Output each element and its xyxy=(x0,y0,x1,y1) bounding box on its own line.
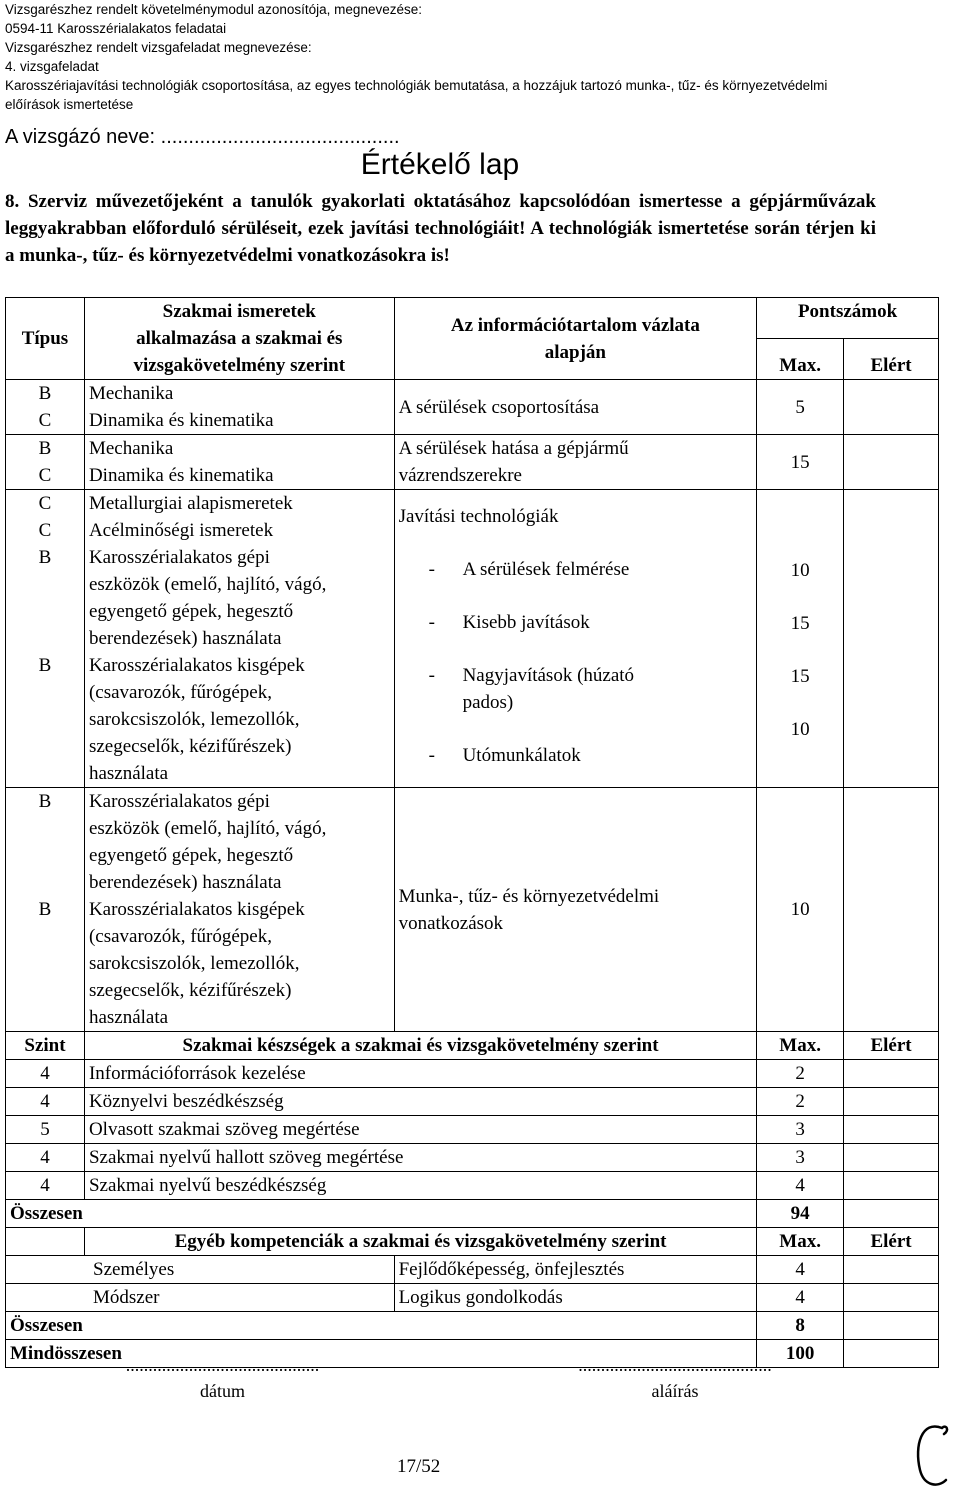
achieved-cell[interactable] xyxy=(844,1088,939,1116)
list-item-text: Nagyjavítások (húzató pados) xyxy=(462,665,635,713)
max-cell: 2 xyxy=(757,1060,844,1088)
max-cell: 3 xyxy=(757,1116,844,1144)
table-row xyxy=(6,788,939,1032)
date-dots: ........................................... xyxy=(125,1355,320,1375)
max-cell: 4 xyxy=(757,1284,844,1312)
grand-total-label: Mindösszesen xyxy=(6,1340,757,1368)
skills-header-row xyxy=(6,1032,939,1060)
competency-category: Személyes xyxy=(6,1256,395,1284)
competency-category: Módszer xyxy=(6,1284,395,1312)
knowledge-cell: Metallurgiai alapismeretek Acélminőségi ismeretek Karosszérialakatos gépi eszközök (emelő, hajlító, vágó, egyengető gépek, hegesztő berendezések) használata Karosszérialakatos kisgépek (csavarozók, fűrógépek, sarokcsiszolók, lemezollók, szegecselők, kézifűrészek) használata xyxy=(84,490,394,788)
achieved-header: Elért xyxy=(844,1228,939,1256)
page-title: Értékelő lap xyxy=(360,148,520,181)
competency-name: Logikus gondolkodás xyxy=(394,1284,757,1312)
header-line: 4. vizsgafeladat xyxy=(5,59,99,74)
achieved-cell[interactable] xyxy=(844,435,939,490)
skill-name: Szakmai nyelvű beszédkészség xyxy=(84,1172,756,1200)
subtotal-row xyxy=(6,1312,939,1340)
knowledge-cell: Mechanika Dinamika és kinematika xyxy=(84,380,394,435)
max-header: Max. xyxy=(757,1228,844,1256)
achieved-cell[interactable] xyxy=(844,1340,939,1368)
table-row xyxy=(6,435,939,490)
table-header-row xyxy=(6,298,939,339)
subtotal-max: 94 xyxy=(757,1200,844,1228)
max-value: 15 xyxy=(790,613,810,634)
achieved-cell[interactable] xyxy=(844,1172,939,1200)
list-dash: - xyxy=(428,559,435,580)
info-cell: Munka-, tűz- és környezetvédelmi vonatkozások xyxy=(394,788,757,1032)
type-cell: B C xyxy=(6,435,85,490)
other-competencies-header-row xyxy=(6,1228,939,1256)
max-cell: 5 xyxy=(757,380,844,435)
achieved-cell[interactable] xyxy=(844,1144,939,1172)
max-cell: 2 xyxy=(757,1088,844,1116)
achieved-cell[interactable] xyxy=(844,1312,939,1340)
table-row xyxy=(6,490,939,788)
max-value: 10 xyxy=(790,560,810,581)
info-cell: A sérülések csoportosítása xyxy=(394,380,757,435)
header-line: előírások ismertetése xyxy=(5,97,134,112)
date-signature-block xyxy=(90,1352,355,1404)
competency-name: Fejlődőképesség, önfejlesztés xyxy=(394,1256,757,1284)
header-line: Vizsgarészhez rendelt követelménymodul azonosítója, megnevezése: xyxy=(5,2,422,17)
list-dash: - xyxy=(428,745,435,766)
signature-block xyxy=(540,1352,810,1404)
skill-row xyxy=(6,1116,939,1144)
list-dash: - xyxy=(428,665,435,686)
info-cell: A sérülések hatása a gépjármű vázrendszerekre xyxy=(394,435,757,490)
signature-dots: ........................................... xyxy=(578,1355,772,1375)
points-header: Pontszámok xyxy=(757,298,939,339)
other-competencies-header: Egyéb kompetenciák a szakmai és vizsgakövetelmény szerint xyxy=(84,1228,756,1256)
achieved-cell[interactable] xyxy=(844,1256,939,1284)
max-cell xyxy=(757,490,844,788)
skill-row xyxy=(6,1088,939,1116)
skill-name: Olvasott szakmai szöveg megértése xyxy=(84,1116,756,1144)
list-item xyxy=(429,742,753,769)
subtotal-row xyxy=(6,1200,939,1228)
task-description: 8. Szerviz művezetőjeként a tanulók gyakorlati oktatásához kapcsolódóan ismertesse a gépjárművázak leggyakrabban előforduló sérüléseit, ezek javítási technológiáit! A technológiák ismertetése során térjen ki a munka-, tűz- és környezetvédelmi vonatkozásokra is! xyxy=(5,191,876,266)
grand-total-max: 100 xyxy=(757,1340,844,1368)
achieved-header: Elért xyxy=(844,1032,939,1060)
skill-row xyxy=(6,1060,939,1088)
list-item-text: Kisebb javítások xyxy=(462,612,590,633)
skill-row xyxy=(6,1144,939,1172)
type-cell: B C xyxy=(6,380,85,435)
signature-label: aláírás xyxy=(651,1381,699,1401)
competency-row xyxy=(6,1284,939,1312)
skill-name: Információforrások kezelése xyxy=(84,1060,756,1088)
list-item xyxy=(429,662,753,716)
max-value: 10 xyxy=(790,719,810,740)
max-cell: 15 xyxy=(757,435,844,490)
max-header: Max. xyxy=(757,1032,844,1060)
examinee-name-line: A vizsgázó neve: ........................................... xyxy=(5,126,400,148)
achieved-cell[interactable] xyxy=(844,1116,939,1144)
list-item-text: A sérülések felmérése xyxy=(462,559,630,580)
list-dash: - xyxy=(428,612,435,633)
level-cell: 4 xyxy=(6,1088,85,1116)
level-cell: 4 xyxy=(6,1144,85,1172)
level-cell: 4 xyxy=(6,1060,85,1088)
skill-name: Szakmai nyelvű hallott szöveg megértése xyxy=(84,1144,756,1172)
page-number: 17/52 xyxy=(397,1456,441,1477)
header-line: Karosszériajavítási technológiák csoportosítása, az egyes technológiák bemutatása, a hozzájuk tartozó munka-, tűz- és környezetvédelmi xyxy=(5,78,828,93)
skill-name: Köznyelvi beszédkészség xyxy=(84,1088,756,1116)
max-header: Max. xyxy=(757,339,844,380)
knowledge-header: Szakmai ismeretek alkalmazása a szakmai és vizsgakövetelmény szerint xyxy=(84,298,394,380)
knowledge-cell: Karosszérialakatos gépi eszközök (emelő, hajlító, vágó, egyengető gépek, hegesztő berendezések) használata Karosszérialakatos kisgépek (csavarozók, fűrógépek, sarokcsiszolók, lemezollók, szegecselők, kézifűrészek) használata xyxy=(84,788,394,1032)
header-line: Vizsgarészhez rendelt vizsgafeladat megnevezése: xyxy=(5,40,312,55)
type-cell: C C B B xyxy=(6,490,85,788)
max-cell: 10 xyxy=(757,788,844,1032)
max-cell: 4 xyxy=(757,1256,844,1284)
list-item-text: Utómunkálatok xyxy=(462,745,581,766)
list-item xyxy=(429,556,753,583)
skills-header: Szakmai készségek a szakmai és vizsgakövetelmény szerint xyxy=(84,1032,756,1060)
achieved-cell[interactable] xyxy=(844,380,939,435)
repair-technologies-title: Javítási technológiák xyxy=(398,506,559,527)
achieved-cell[interactable] xyxy=(844,788,939,1032)
document-header xyxy=(5,0,955,114)
evaluation-table xyxy=(5,297,939,1368)
subtotal-max: 8 xyxy=(757,1312,844,1340)
level-cell: 5 xyxy=(6,1116,85,1144)
max-value: 15 xyxy=(790,666,810,687)
achieved-header: Elért xyxy=(844,339,939,380)
max-cell: 3 xyxy=(757,1144,844,1172)
knowledge-cell: Mechanika Dinamika és kinematika xyxy=(84,435,394,490)
achieved-cell[interactable] xyxy=(844,490,939,788)
type-header: Típus xyxy=(6,298,85,380)
achieved-cell[interactable] xyxy=(844,1060,939,1088)
header-line: 0594-11 Karosszérialakatos feladatai xyxy=(5,21,227,36)
date-label: dátum xyxy=(200,1381,245,1401)
skill-row xyxy=(6,1172,939,1200)
type-cell: B B xyxy=(6,788,85,1032)
achieved-cell[interactable] xyxy=(844,1200,939,1228)
subtotal-label: Összesen xyxy=(6,1200,757,1228)
table-row xyxy=(6,380,939,435)
handwritten-mark-icon xyxy=(912,1420,952,1490)
achieved-cell[interactable] xyxy=(844,1284,939,1312)
subtotal-label: Összesen xyxy=(6,1312,757,1340)
max-cell: 4 xyxy=(757,1172,844,1200)
level-header: Szint xyxy=(6,1032,85,1060)
level-cell: 4 xyxy=(6,1172,85,1200)
competency-row xyxy=(6,1256,939,1284)
list-item xyxy=(429,609,753,636)
outline-header: Az információtartalom vázlata alapján xyxy=(394,298,757,380)
info-cell xyxy=(394,490,757,788)
